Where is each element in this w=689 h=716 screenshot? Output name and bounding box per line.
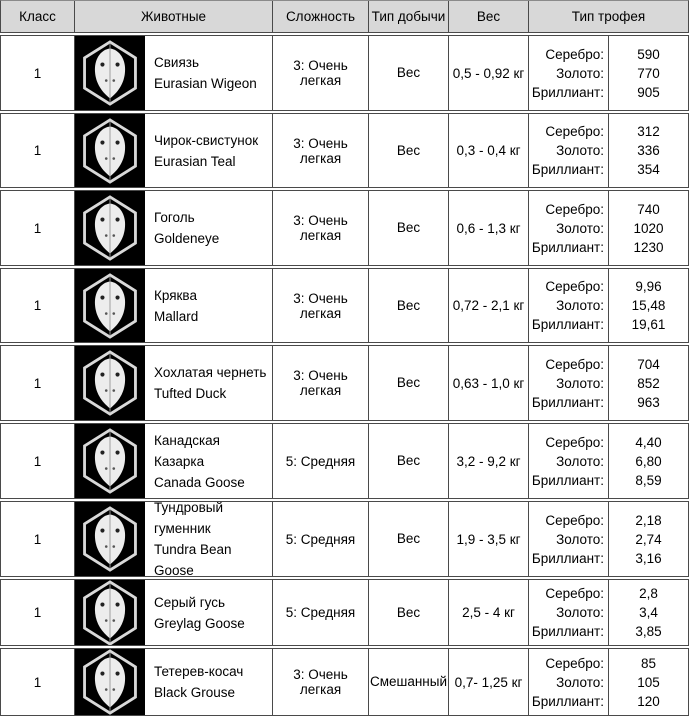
trophy-labels (529, 649, 609, 715)
class-value: 1 (33, 143, 42, 158)
class-cell (1, 424, 75, 498)
table-row (0, 113, 689, 188)
trophy-labels (529, 114, 609, 187)
prey-type-value: Вес (396, 142, 421, 158)
trophy-cell (529, 649, 688, 715)
difficulty-cell (273, 580, 369, 645)
silver-value: 704 (637, 356, 660, 372)
header-class-label: Класс (19, 9, 56, 24)
prey-type-cell (369, 36, 449, 110)
diamond-value: 19,61 (631, 317, 666, 332)
trophy-labels (529, 346, 609, 420)
silver-value: 590 (637, 46, 660, 62)
trophy-labels (529, 269, 609, 342)
diamond-label: Бриллиант: (531, 624, 604, 639)
silver-value: 9,96 (635, 279, 662, 294)
diamond-label: Бриллиант: (531, 550, 604, 566)
table-row (0, 268, 689, 343)
difficulty-value: 3: Очень легкая (293, 135, 348, 166)
silver-value: 312 (637, 124, 660, 139)
bird-head-hex-icon (77, 37, 143, 109)
difficulty-value: 3: Очень легкая (293, 290, 348, 321)
animal-names (145, 592, 245, 634)
gold-label: Золото: (556, 605, 604, 620)
diamond-value: 1230 (633, 239, 664, 255)
class-cell (1, 502, 75, 576)
trophy-cell (529, 424, 688, 498)
header-prey-type-label: Тип добычи (371, 9, 446, 24)
animal-name-en: Goldeneye (154, 231, 220, 246)
gold-value: 3,4 (639, 605, 658, 620)
diamond-value: 3,85 (635, 624, 662, 639)
bird-head-hex-icon (77, 503, 143, 575)
weight-value: 2,5 - 4 кг (462, 605, 515, 620)
gold-value: 336 (637, 143, 660, 158)
trophy-values (609, 191, 688, 265)
table-row (0, 579, 689, 646)
weight-cell (449, 269, 529, 342)
trophy-labels (529, 191, 609, 265)
animal-emblem (75, 36, 145, 110)
animal-name-en: Mallard (154, 308, 199, 324)
prey-type-value: Вес (396, 65, 421, 80)
animal-name-en: Greylag Goose (154, 615, 245, 631)
animal-name-ru: Гоголь (154, 210, 195, 225)
difficulty-cell (273, 424, 369, 498)
difficulty-cell (273, 502, 369, 576)
class-cell (1, 346, 75, 420)
diamond-value: 8,59 (635, 472, 662, 488)
difficulty-value: 5: Средняя (285, 453, 356, 469)
animal-name-en: Tufted Duck (154, 386, 227, 401)
animal-cell (75, 580, 273, 645)
weight-cell (449, 346, 529, 420)
weight-value: 0,63 - 1,0 кг (452, 375, 525, 391)
animal-names (145, 362, 266, 404)
silver-value: 2,8 (639, 586, 658, 601)
prey-type-value: Вес (396, 297, 421, 313)
table-header-row (0, 0, 689, 33)
header-animals-label: Животные (140, 9, 207, 24)
animal-name-en: Black Grouse (154, 685, 236, 700)
animal-cell (75, 36, 273, 110)
trophy-cell (529, 346, 688, 420)
trophy-cell (529, 191, 688, 265)
animal-name-ru: Серый гусь (154, 594, 226, 610)
table-row (0, 190, 689, 266)
diamond-label: Бриллиант: (531, 472, 604, 488)
prey-type-cell (369, 114, 449, 187)
difficulty-value: 5: Средняя (285, 605, 356, 620)
animal-emblem (75, 114, 145, 187)
bird-head-hex-icon (77, 192, 143, 264)
prey-type-cell (369, 191, 449, 265)
silver-label: Серебро: (545, 586, 604, 601)
diamond-label: Бриллиант: (531, 239, 604, 255)
animal-emblem (75, 191, 145, 265)
prey-type-cell (369, 269, 449, 342)
prey-type-value: Вес (396, 604, 421, 620)
gold-label: Золото: (556, 453, 604, 469)
diamond-label: Бриллиант: (531, 317, 604, 332)
animal-emblem (75, 346, 145, 420)
trophy-labels (529, 580, 609, 645)
header-difficulty (273, 1, 369, 32)
gold-value: 2,74 (635, 531, 662, 547)
prey-type-cell (369, 502, 449, 576)
silver-label: Серебро: (545, 279, 604, 294)
animal-cell (75, 114, 273, 187)
class-value: 1 (33, 531, 42, 547)
prey-type-value: Смешанный (369, 674, 448, 689)
trophy-values (609, 580, 688, 645)
animal-cell (75, 269, 273, 342)
difficulty-cell (273, 191, 369, 265)
class-value: 1 (33, 674, 42, 690)
trophy-labels (529, 502, 609, 576)
silver-value: 2,18 (635, 512, 662, 528)
animal-emblem (75, 580, 145, 645)
header-trophy-label: Тип трофея (571, 9, 646, 24)
header-difficulty-label: Сложность (285, 9, 356, 24)
difficulty-cell (273, 36, 369, 110)
difficulty-value: 3: Очень легкая (293, 667, 348, 697)
difficulty-cell (273, 346, 369, 420)
table-row (0, 35, 689, 111)
prey-type-value: Вес (396, 453, 421, 468)
bird-head-hex-icon (77, 347, 143, 419)
trophy-labels (529, 424, 609, 498)
class-value: 1 (33, 65, 42, 81)
animal-name-ru: Канадская Казарка (154, 432, 220, 469)
difficulty-cell (273, 649, 369, 715)
animal-name-ru: Тетерев-косач (154, 664, 244, 679)
gold-label: Золото: (556, 375, 604, 391)
animal-cell (75, 502, 273, 576)
silver-label: Серебро: (545, 201, 604, 217)
trophy-cell (529, 580, 688, 645)
silver-label: Серебро: (545, 512, 604, 528)
animal-name-ru: Тундровый гуменник (154, 502, 224, 536)
trophy-labels (529, 36, 609, 110)
animal-name-ru: Чирок-свистунок (154, 132, 259, 148)
table-row (0, 501, 689, 577)
difficulty-value: 3: Очень легкая (293, 213, 348, 243)
animal-cell (75, 649, 273, 715)
prey-type-cell (369, 424, 449, 498)
silver-label: Серебро: (545, 434, 604, 450)
gold-label: Золото: (556, 220, 604, 236)
gold-value: 770 (637, 65, 660, 81)
gold-label: Золото: (556, 298, 604, 313)
animal-name-en: Eurasian Wigeon (154, 76, 257, 91)
animal-names (145, 130, 258, 172)
animal-emblem (75, 269, 145, 342)
header-animals (75, 1, 273, 32)
gold-label: Золото: (556, 65, 604, 81)
class-value: 1 (33, 605, 42, 620)
animal-names (145, 52, 257, 94)
weight-value: 0,72 - 2,1 кг (452, 298, 525, 313)
table-body (0, 35, 689, 716)
animal-name-ru: Кряква (154, 287, 197, 303)
trophy-values (609, 649, 688, 715)
weight-value: 0,6 - 1,3 кг (456, 220, 521, 236)
animal-names (145, 207, 219, 249)
gold-label: Золото: (556, 531, 604, 547)
trophy-cell (529, 502, 688, 576)
class-cell (1, 580, 75, 645)
class-value: 1 (33, 298, 42, 313)
diamond-value: 963 (637, 394, 660, 410)
trophy-values (609, 424, 688, 498)
animal-cell (75, 346, 273, 420)
class-cell (1, 191, 75, 265)
prey-type-value: Вес (396, 375, 421, 390)
diamond-label: Бриллиант: (531, 84, 604, 100)
table-row (0, 345, 689, 421)
silver-value: 85 (640, 655, 657, 671)
weight-cell (449, 191, 529, 265)
silver-label: Серебро: (545, 356, 604, 372)
animal-names (145, 285, 198, 327)
class-value: 1 (33, 220, 42, 236)
header-prey-type (369, 1, 449, 32)
trophy-values (609, 502, 688, 576)
weight-cell (449, 424, 529, 498)
header-class (1, 1, 75, 32)
animal-cell (75, 424, 273, 498)
gold-label: Золото: (556, 143, 604, 158)
diamond-label: Бриллиант: (531, 162, 604, 177)
diamond-label: Бриллиант: (531, 693, 604, 709)
prey-type-cell (369, 649, 449, 715)
weight-value: 1,9 - 3,5 кг (456, 531, 521, 547)
class-value: 1 (33, 453, 42, 469)
animal-emblem (75, 502, 145, 576)
animal-name-ru: Хохлатая чернеть (154, 365, 267, 380)
prey-type-cell (369, 580, 449, 645)
trophy-values (609, 346, 688, 420)
weight-value: 0,5 - 0,92 кг (452, 65, 525, 81)
difficulty-cell (273, 114, 369, 187)
gold-value: 6,80 (635, 453, 662, 469)
prey-type-cell (369, 346, 449, 420)
diamond-value: 354 (637, 162, 660, 177)
trophy-values (609, 36, 688, 110)
animal-emblem (75, 649, 145, 715)
header-trophy (529, 1, 688, 32)
class-cell (1, 269, 75, 342)
weight-cell (449, 580, 529, 645)
diamond-value: 120 (637, 693, 660, 709)
difficulty-value: 3: Очень легкая (293, 58, 348, 88)
header-weight (449, 1, 529, 32)
class-cell (1, 649, 75, 715)
class-value: 1 (33, 375, 42, 391)
bird-head-hex-icon (77, 115, 143, 187)
animal-name-en: Eurasian Teal (154, 153, 236, 169)
difficulty-value: 5: Средняя (285, 531, 356, 547)
bird-head-hex-icon (77, 649, 143, 715)
weight-value: 3,2 - 9,2 кг (456, 453, 521, 469)
diamond-label: Бриллиант: (531, 394, 604, 410)
animal-cell (75, 191, 273, 265)
animal-names (145, 502, 272, 576)
animal-emblem (75, 424, 145, 498)
silver-value: 740 (637, 201, 660, 217)
bird-head-hex-icon (77, 425, 143, 497)
trophy-cell (529, 36, 688, 110)
prey-type-value: Вес (396, 220, 421, 235)
trophy-cell (529, 114, 688, 187)
silver-value: 4,40 (635, 434, 662, 450)
silver-label: Серебро: (545, 655, 604, 671)
trophy-values (609, 114, 688, 187)
weight-value: 0,3 - 0,4 кг (456, 143, 521, 158)
animal-names (145, 430, 272, 493)
bird-head-hex-icon (77, 580, 143, 645)
gold-value: 105 (637, 674, 660, 690)
header-weight-label: Вес (476, 9, 501, 24)
trophy-cell (529, 269, 688, 342)
weight-cell (449, 502, 529, 576)
silver-label: Серебро: (545, 46, 604, 62)
weight-cell (449, 36, 529, 110)
weight-value: 0,7- 1,25 кг (454, 674, 523, 690)
animal-name-en: Tundra Bean Goose (154, 542, 232, 576)
bird-head-hex-icon (77, 270, 143, 342)
silver-label: Серебро: (545, 124, 604, 139)
diamond-value: 905 (637, 84, 660, 100)
diamond-value: 3,16 (635, 550, 662, 566)
table-row (0, 648, 689, 716)
difficulty-cell (273, 269, 369, 342)
class-cell (1, 114, 75, 187)
gold-value: 1020 (633, 220, 664, 236)
animal-names (145, 661, 243, 703)
gold-label: Золото: (556, 674, 604, 690)
class-cell (1, 36, 75, 110)
difficulty-value: 3: Очень легкая (293, 368, 348, 398)
gold-value: 852 (637, 375, 660, 391)
animal-name-ru: Свиязь (154, 55, 199, 70)
table-row (0, 423, 689, 499)
gold-value: 15,48 (631, 298, 666, 313)
weight-cell (449, 649, 529, 715)
prey-type-value: Вес (396, 531, 421, 546)
animal-name-en: Canada Goose (154, 474, 245, 490)
trophy-values (609, 269, 688, 342)
weight-cell (449, 114, 529, 187)
